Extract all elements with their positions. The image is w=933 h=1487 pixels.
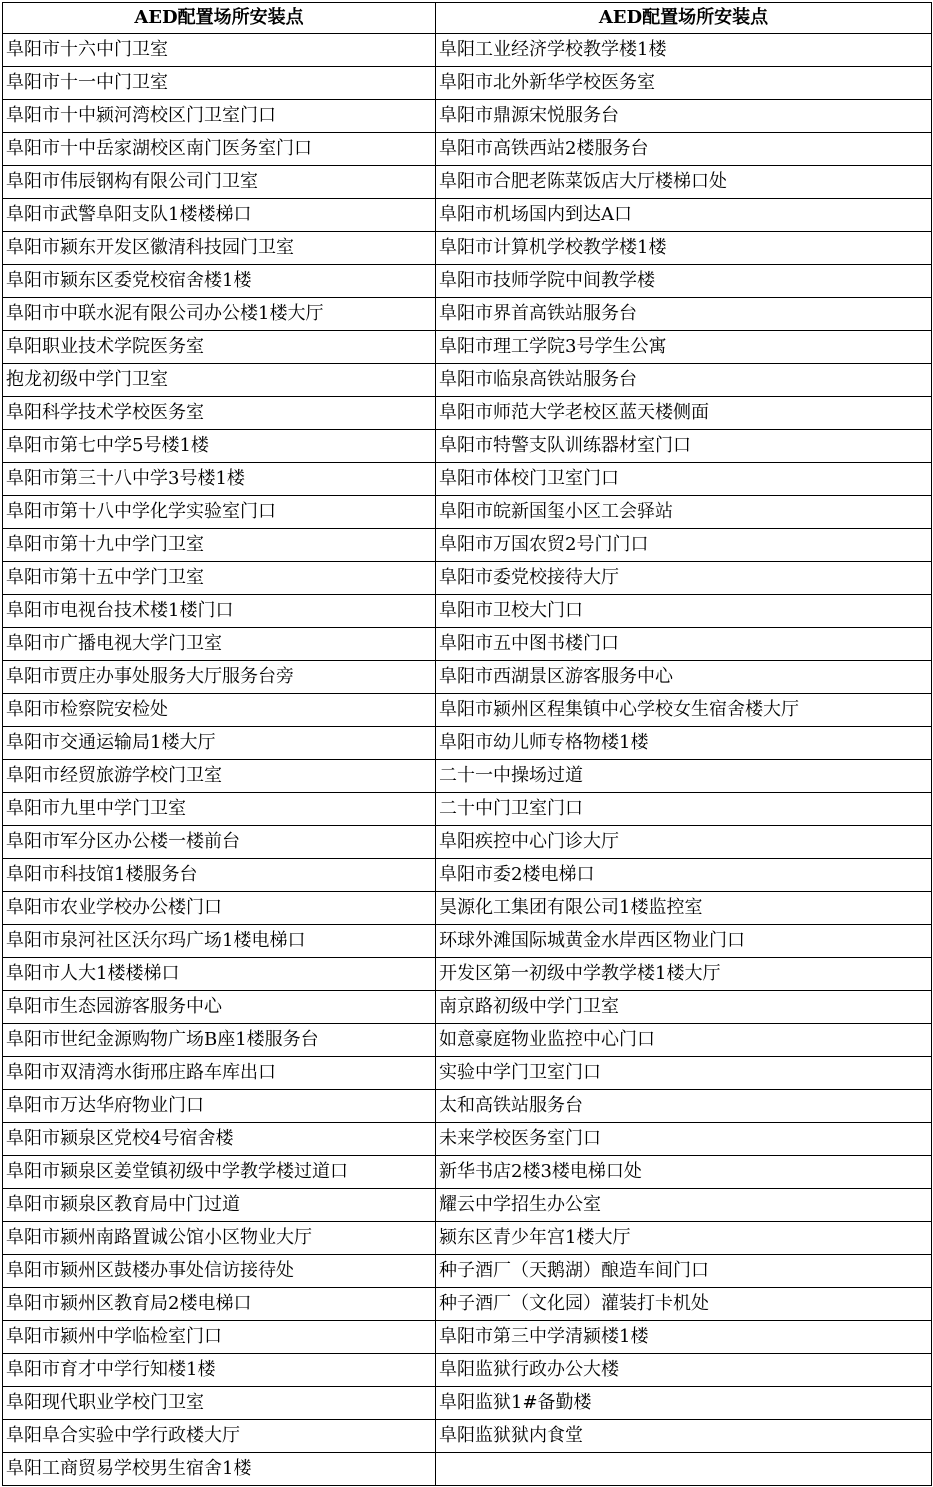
location-cell-right: 阜阳市高铁西站2楼服务台 [436, 133, 932, 166]
location-cell-right: 如意豪庭物业监控中心门口 [436, 1024, 932, 1057]
table-row [3, 496, 932, 529]
table-row [3, 199, 932, 232]
location-cell-right: 阜阳市北外新华学校医务室 [436, 67, 932, 100]
table-row [3, 232, 932, 265]
location-cell-left: 阜阳职业技术学院医务室 [3, 331, 436, 364]
location-cell-left: 阜阳市十六中门卫室 [3, 34, 436, 67]
location-cell-left: 阜阳市人大1楼楼梯口 [3, 958, 436, 991]
location-cell-right: 阜阳市特警支队训练器材室门口 [436, 430, 932, 463]
location-cell-right: 二十一中操场过道 [436, 760, 932, 793]
location-cell-left: 抱龙初级中学门卫室 [3, 364, 436, 397]
table-row [3, 727, 932, 760]
table-row [3, 628, 932, 661]
location-cell-left: 阜阳市十中颍河湾校区门卫室门口 [3, 100, 436, 133]
table-row [3, 133, 932, 166]
location-cell-right [436, 1453, 932, 1486]
location-cell-left: 阜阳市第十五中学门卫室 [3, 562, 436, 595]
location-cell-left: 阜阳市生态园游客服务中心 [3, 991, 436, 1024]
table-row [3, 562, 932, 595]
table-row [3, 529, 932, 562]
aed-locations-table [2, 2, 932, 1486]
table-row [3, 1189, 932, 1222]
table-row [3, 1288, 932, 1321]
table-row [3, 298, 932, 331]
location-cell-right: 新华书店2楼3楼电梯口处 [436, 1156, 932, 1189]
location-cell-left: 阜阳市第七中学5号楼1楼 [3, 430, 436, 463]
location-cell-left: 阜阳市贾庄办事处服务大厅服务台旁 [3, 661, 436, 694]
location-cell-left: 阜阳市颍东区委党校宿舍楼1楼 [3, 265, 436, 298]
table-row [3, 892, 932, 925]
location-cell-left: 阜阳市颍州中学临检室门口 [3, 1321, 436, 1354]
table-row [3, 331, 932, 364]
table-row [3, 1321, 932, 1354]
table-row [3, 1090, 932, 1123]
table-row [3, 958, 932, 991]
location-cell-right: 阜阳监狱行政办公大楼 [436, 1354, 932, 1387]
location-cell-right: 种子酒厂（文化园）灌装打卡机处 [436, 1288, 932, 1321]
table-row [3, 1420, 932, 1453]
table-row [3, 793, 932, 826]
location-cell-right: 阜阳市第三中学清颍楼1楼 [436, 1321, 932, 1354]
location-cell-left: 阜阳市九里中学门卫室 [3, 793, 436, 826]
table-row [3, 661, 932, 694]
table-row [3, 1453, 932, 1486]
location-cell-right: 耀云中学招生办公室 [436, 1189, 932, 1222]
header-cell-left: AED配置场所安装点 [3, 3, 436, 34]
table-row [3, 1024, 932, 1057]
location-cell-right: 阜阳市皖新国玺小区工会驿站 [436, 496, 932, 529]
location-cell-left: 阜阳市广播电视大学门卫室 [3, 628, 436, 661]
location-cell-right: 阜阳市委党校接待大厅 [436, 562, 932, 595]
table-row [3, 1057, 932, 1090]
table-row [3, 1387, 932, 1420]
location-cell-right: 阜阳工业经济学校教学楼1楼 [436, 34, 932, 67]
location-cell-left: 阜阳市电视台技术楼1楼门口 [3, 595, 436, 628]
location-cell-right: 阜阳监狱狱内食堂 [436, 1420, 932, 1453]
location-cell-right: 种子酒厂（天鹅湖）酿造车间门口 [436, 1255, 932, 1288]
location-cell-left: 阜阳市经贸旅游学校门卫室 [3, 760, 436, 793]
table-row [3, 826, 932, 859]
table-body [3, 34, 932, 1486]
location-cell-right: 太和高铁站服务台 [436, 1090, 932, 1123]
table-row [3, 760, 932, 793]
location-cell-right: 阜阳市卫校大门口 [436, 595, 932, 628]
location-cell-left: 阜阳现代职业学校门卫室 [3, 1387, 436, 1420]
location-cell-right: 阜阳市理工学院3号学生公寓 [436, 331, 932, 364]
location-cell-left: 阜阳市万达华府物业门口 [3, 1090, 436, 1123]
location-cell-left: 阜阳市军分区办公楼一楼前台 [3, 826, 436, 859]
location-cell-right: 二十中门卫室门口 [436, 793, 932, 826]
table-row [3, 1255, 932, 1288]
table-header [3, 3, 932, 34]
location-cell-right: 阜阳监狱1#备勤楼 [436, 1387, 932, 1420]
location-cell-left: 阜阳市科技馆1楼服务台 [3, 859, 436, 892]
header-row [3, 3, 932, 34]
location-cell-left: 阜阳市育才中学行知楼1楼 [3, 1354, 436, 1387]
location-cell-left: 阜阳市交通运输局1楼大厅 [3, 727, 436, 760]
location-cell-left: 阜阳市第十八中学化学实验室门口 [3, 496, 436, 529]
location-cell-left: 阜阳市中联水泥有限公司办公楼1楼大厅 [3, 298, 436, 331]
location-cell-right: 阜阳市合肥老陈菜饭店大厅楼梯口处 [436, 166, 932, 199]
location-cell-right: 阜阳市师范大学老校区蓝天楼侧面 [436, 397, 932, 430]
location-cell-left: 阜阳科学技术学校医务室 [3, 397, 436, 430]
location-cell-left: 阜阳市检察院安检处 [3, 694, 436, 727]
location-cell-right: 阜阳市鼎源宋悦服务台 [436, 100, 932, 133]
table-row [3, 859, 932, 892]
table-row [3, 463, 932, 496]
location-cell-left: 阜阳市伟辰钢构有限公司门卫室 [3, 166, 436, 199]
location-cell-left: 阜阳市颍州南路置诚公馆小区物业大厅 [3, 1222, 436, 1255]
location-cell-right: 阜阳市临泉高铁站服务台 [436, 364, 932, 397]
location-cell-right: 阜阳疾控中心门诊大厅 [436, 826, 932, 859]
table-row [3, 991, 932, 1024]
location-cell-right: 阜阳市委2楼电梯口 [436, 859, 932, 892]
table-row [3, 397, 932, 430]
location-cell-left: 阜阳市颍州区教育局2楼电梯口 [3, 1288, 436, 1321]
location-cell-right: 南京路初级中学门卫室 [436, 991, 932, 1024]
table-row [3, 1354, 932, 1387]
location-cell-left: 阜阳市十一中门卫室 [3, 67, 436, 100]
location-cell-left: 阜阳市第十九中学门卫室 [3, 529, 436, 562]
table-row [3, 430, 932, 463]
location-cell-left: 阜阳市十中岳家湖校区南门医务室门口 [3, 133, 436, 166]
location-cell-right: 阜阳市机场国内到达A口 [436, 199, 932, 232]
table-row [3, 67, 932, 100]
location-cell-right: 阜阳市幼儿师专格物楼1楼 [436, 727, 932, 760]
table-row [3, 1123, 932, 1156]
location-cell-left: 阜阳市颍泉区教育局中门过道 [3, 1189, 436, 1222]
table-row [3, 100, 932, 133]
location-cell-left: 阜阳市农业学校办公楼门口 [3, 892, 436, 925]
location-cell-right: 颍东区青少年宫1楼大厅 [436, 1222, 932, 1255]
location-cell-right: 阜阳市颍州区程集镇中心学校女生宿舍楼大厅 [436, 694, 932, 727]
table-row [3, 694, 932, 727]
table-row [3, 595, 932, 628]
location-cell-left: 阜阳市颍泉区党校4号宿舍楼 [3, 1123, 436, 1156]
table-row [3, 166, 932, 199]
table-row [3, 265, 932, 298]
location-cell-right: 阜阳市体校门卫室门口 [436, 463, 932, 496]
location-cell-right: 昊源化工集团有限公司1楼监控室 [436, 892, 932, 925]
location-cell-right: 环球外滩国际城黄金水岸西区物业门口 [436, 925, 932, 958]
location-cell-left: 阜阳市第三十八中学3号楼1楼 [3, 463, 436, 496]
location-cell-left: 阜阳市世纪金源购物广场B座1楼服务台 [3, 1024, 436, 1057]
table-row [3, 925, 932, 958]
location-cell-right: 阜阳市界首高铁站服务台 [436, 298, 932, 331]
location-cell-right: 未来学校医务室门口 [436, 1123, 932, 1156]
location-cell-right: 开发区第一初级中学教学楼1楼大厅 [436, 958, 932, 991]
location-cell-right: 阜阳市西湖景区游客服务中心 [436, 661, 932, 694]
table-row [3, 364, 932, 397]
location-cell-left: 阜阳工商贸易学校男生宿舍1楼 [3, 1453, 436, 1486]
location-cell-left: 阜阳市武警阜阳支队1楼楼梯口 [3, 199, 436, 232]
location-cell-left: 阜阳市颍泉区姜堂镇初级中学教学楼过道口 [3, 1156, 436, 1189]
location-cell-left: 阜阳市颍东开发区徽清科技园门卫室 [3, 232, 436, 265]
header-cell-right: AED配置场所安装点 [436, 3, 932, 34]
location-cell-left: 阜阳市双清湾水街邢庄路车库出口 [3, 1057, 436, 1090]
location-cell-left: 阜阳阜合实验中学行政楼大厅 [3, 1420, 436, 1453]
table-row [3, 34, 932, 67]
location-cell-right: 阜阳市计算机学校教学楼1楼 [436, 232, 932, 265]
location-cell-right: 阜阳市五中图书楼门口 [436, 628, 932, 661]
location-cell-right: 阜阳市技师学院中间教学楼 [436, 265, 932, 298]
location-cell-right: 阜阳市万国农贸2号门门口 [436, 529, 932, 562]
table-row [3, 1156, 932, 1189]
location-cell-right: 实验中学门卫室门口 [436, 1057, 932, 1090]
table-row [3, 1222, 932, 1255]
location-cell-left: 阜阳市泉河社区沃尔玛广场1楼电梯口 [3, 925, 436, 958]
location-cell-left: 阜阳市颍州区鼓楼办事处信访接待处 [3, 1255, 436, 1288]
